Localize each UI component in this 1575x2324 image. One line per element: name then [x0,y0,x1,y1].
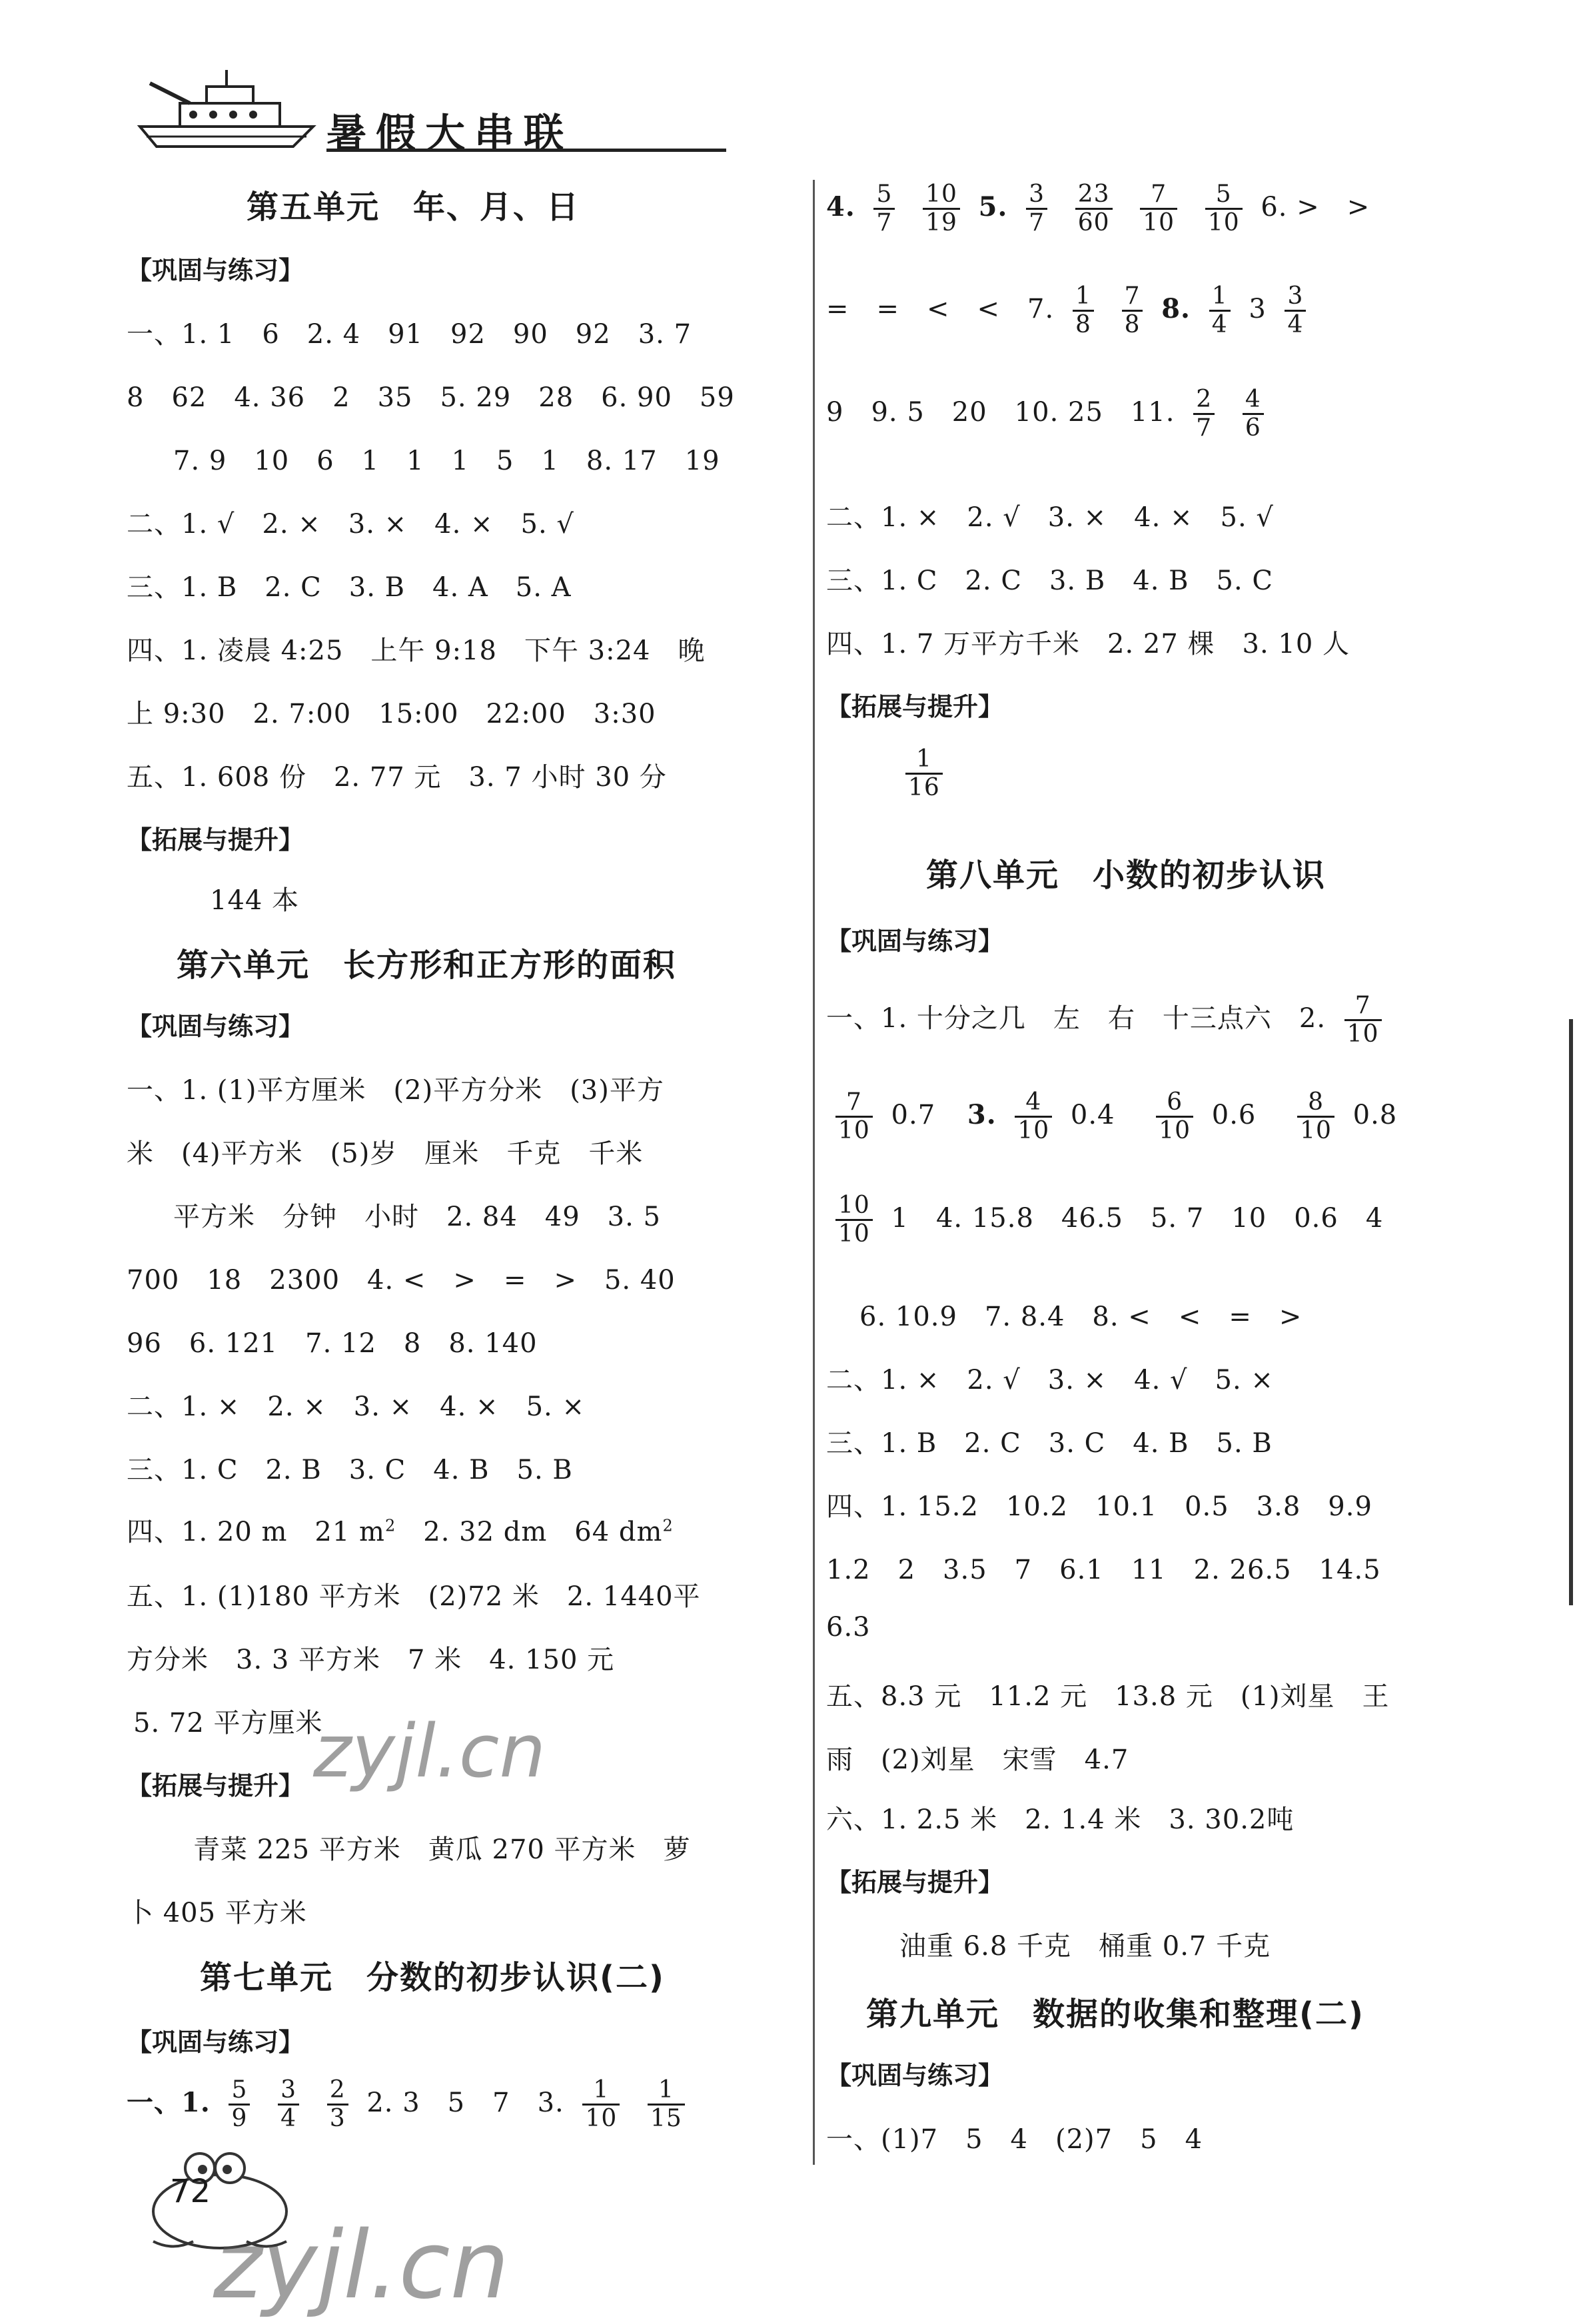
label: 1 4. 15.8 46.5 5. 7 10 0.6 4 [891,1202,1384,1234]
unit6-line-3: 平方米 分钟 小时 2. 84 49 3. 5 [173,1202,662,1232]
decimal: 0.4 [1070,1099,1115,1130]
unit6-line-8d: 2 [662,1516,674,1535]
unit7-right-line-6: 四、1. 7 万平方千米 2. 27 棵 3. 10 人 [826,629,1350,659]
unit8-line-1 [826,992,1391,1048]
page-number: 72 [170,2173,211,2210]
unit5-title: 第五单元 年、月、日 [247,189,580,226]
unit8-line-9: 6.3 [826,1612,871,1643]
unit7-l1-prefix: 一、1. [127,2086,211,2118]
fraction: $\frac{4}{10}$ [1015,1089,1052,1145]
fraction: $\frac{3}{7}$ [1026,181,1047,237]
unit9-line-1: 一、(1)7 5 4 (2)7 5 4 [826,2124,1203,2155]
unit7-right-line-4: 二、1. × 2. √ 3. × 4. × 5. √ [826,502,1274,533]
fraction: $\frac{3}{4}$ [1285,283,1306,339]
fraction: $\frac{5}{10}$ [1205,181,1243,237]
unit8-extend-label: 【拓展与提升】 [826,1868,1004,1897]
unit7-title: 第七单元 分数的初步认识(二) [200,1959,665,1996]
fraction: $\frac{8}{10}$ [1297,1089,1334,1145]
header-rule [326,149,726,152]
unit5-extend-label: 【拓展与提升】 [127,825,304,855]
unit8-title: 第八单元 小数的初步认识 [926,857,1326,894]
unit6-line-5: 96 6. 121 7. 12 8 8. 140 [127,1328,538,1359]
unit6-line-8 [127,1511,674,1549]
fraction: $\frac{1}{4}$ [1209,283,1231,339]
edge-mark [1569,1019,1573,1605]
unit6-line-2: 米 (4)平方米 (5)岁 厘米 千克 千米 [127,1138,644,1169]
fraction: $\frac{7}{10}$ [835,1089,873,1145]
unit5-line-8: 五、1. 608 份 2. 77 元 3. 7 小时 30 分 [127,762,667,793]
unit5-line-4: 二、1. √ 2. × 3. × 4. × 5. √ [127,509,574,540]
unit8-line-10: 五、8.3 元 11.2 元 13.8 元 (1)刘星 王 [826,1681,1390,1712]
unit6-title: 第六单元 长方形和正方形的面积 [177,947,677,984]
unit5-line-1: 一、1. 1 6 2. 4 91 92 90 92 3. 7 [127,319,692,350]
label: 5. [978,191,1008,222]
unit6-line-1: 一、1. (1)平方厘米 (2)平方分米 (3)平方 [127,1075,664,1106]
watermark: zyjl.cn [313,1709,546,1794]
label: = = < < 7. [826,293,1055,324]
unit7-right-line-2 [826,283,1315,339]
label: 4. [826,191,855,222]
unit6-line-6: 二、1. × 2. × 3. × 4. × 5. × [127,1391,585,1422]
unit7-right-line-3 [826,386,1273,442]
fraction: $\frac{5}{7}$ [873,181,895,237]
unit6-line-9: 五、1. (1)180 平方米 (2)72 米 2. 1440平 [127,1581,701,1612]
column-divider [813,180,815,2165]
unit7-l1-mid: 2. 3 5 7 3. [366,2087,564,2118]
unit6-line-8c: 2. 32 dm 64 dm [396,1517,663,1547]
unit5-line-7: 上 9:30 2. 7:00 15:00 22:00 3:30 [127,699,656,729]
unit7-practice-label: 【巩固与练习】 [127,2028,304,2057]
header-title: 暑假大串联 [326,111,573,157]
unit8-line-6: 三、1. B 2. C 3. C 4. B 5. B [826,1428,1273,1459]
fraction: $\frac{7}{8}$ [1122,283,1143,339]
unit8-line-4: 6. 10.9 7. 8.4 8. < < = > [859,1302,1303,1332]
unit6-line-11: 5. 72 平方厘米 [133,1708,323,1739]
unit7-line-1 [127,2077,694,2133]
label: 9 9. 5 20 10. 25 11. [826,396,1175,428]
unit5-line-5: 三、1. B 2. C 3. B 4. A 5. A [127,572,572,603]
fraction: $\frac{6}{10}$ [1156,1089,1193,1145]
watermark: zyjl.cn [213,2211,510,2320]
unit8-line-12: 六、1. 2.5 米 2. 1.4 米 3. 30.2吨 [826,1804,1295,1835]
fraction: $\frac{7}{10}$ [1140,181,1177,237]
unit8-practice-label: 【巩固与练习】 [826,927,1004,956]
fraction: $\frac{4}{6}$ [1243,386,1264,442]
unit6-extend-line-1: 青菜 225 平方米 黄瓜 270 平方米 萝 [193,1834,691,1865]
unit5-line-3: 7. 9 10 6 1 1 1 5 1 8. 17 19 [173,446,720,476]
unit6-line-8a: 四、1. 20 m 21 m [127,1517,385,1547]
unit8-line-3 [826,1192,1383,1248]
fraction: $\frac{1}{8}$ [1073,283,1094,339]
unit5-extend-answer: 144 本 [210,885,300,916]
unit8-line-7: 四、1. 15.2 10.2 10.1 0.5 3.8 9.9 [826,1491,1372,1522]
unit9-title: 第九单元 数据的收集和整理(二) [866,1996,1364,2033]
page-header [127,63,606,157]
fraction: $\frac{3}{4}$ [278,2077,299,2133]
unit6-line-8b: 2 [384,1516,396,1535]
label: 3 [1249,293,1267,324]
fraction: $\frac{10}{10}$ [835,1192,873,1248]
unit7-right-line-5: 三、1. C 2. C 3. B 4. B 5. C [826,566,1273,596]
fraction: $\frac{23}{60}$ [1075,181,1113,237]
unit6-line-10: 方分米 3. 3 平方米 7 米 4. 150 元 [127,1645,615,1675]
unit5-line-2: 8 62 4. 36 2 35 5. 29 28 6. 90 59 [127,382,735,413]
unit6-line-4: 700 18 2300 4. < > = > 5. 40 [127,1265,676,1296]
label: 一、1. 十分之几 左 右 十三点六 2. [826,1002,1326,1034]
unit7-right-line-1 [826,181,1370,237]
unit7-extend-label: 【拓展与提升】 [826,692,1004,721]
unit6-extend-line-2: 卜 405 平方米 [127,1898,307,1928]
fraction: $\frac{1}{15}$ [648,2077,685,2133]
fraction: $\frac{5}{9}$ [229,2077,250,2133]
fraction: $\frac{2}{3}$ [327,2077,348,2133]
unit9-practice-label: 【巩固与练习】 [826,2061,1004,2090]
unit8-line-5: 二、1. × 2. √ 3. × 4. √ 5. × [826,1365,1274,1395]
decimal: 0.7 [891,1099,936,1130]
fraction: $\frac{1}{10}$ [582,2077,620,2133]
fraction: $\frac{2}{7}$ [1193,386,1215,442]
unit5-practice-label: 【巩固与练习】 [127,256,304,285]
unit8-line-2 [826,1089,1397,1145]
decimal: 0.6 [1211,1099,1257,1130]
fraction: $\frac{1}{16}$ [905,746,943,802]
unit8-extend-answer: 油重 6.8 千克 桶重 0.7 千克 [899,1931,1271,1962]
fraction: $\frac{7}{10}$ [1344,992,1382,1048]
unit8-line-11: 雨 (2)刘星 宋雪 4.7 [826,1744,1129,1775]
unit6-practice-label: 【巩固与练习】 [127,1012,304,1041]
label: 8. [1161,292,1191,324]
decimal: 0.8 [1352,1099,1398,1130]
unit6-extend-label: 【拓展与提升】 [127,1771,304,1800]
label: 3. [967,1098,997,1130]
unit6-line-7: 三、1. C 2. B 3. C 4. B 5. B [127,1455,573,1485]
unit8-line-8: 1.2 2 3.5 7 6.1 11 2. 26.5 14.5 [826,1555,1381,1585]
unit7-extend-answer [896,746,952,802]
fraction: $\frac{10}{19}$ [923,181,960,237]
ship-icon [127,63,326,157]
label: 6. > > [1261,191,1370,222]
unit5-line-6: 四、1. 凌晨 4:25 上午 9:18 下午 3:24 晚 [127,635,706,666]
